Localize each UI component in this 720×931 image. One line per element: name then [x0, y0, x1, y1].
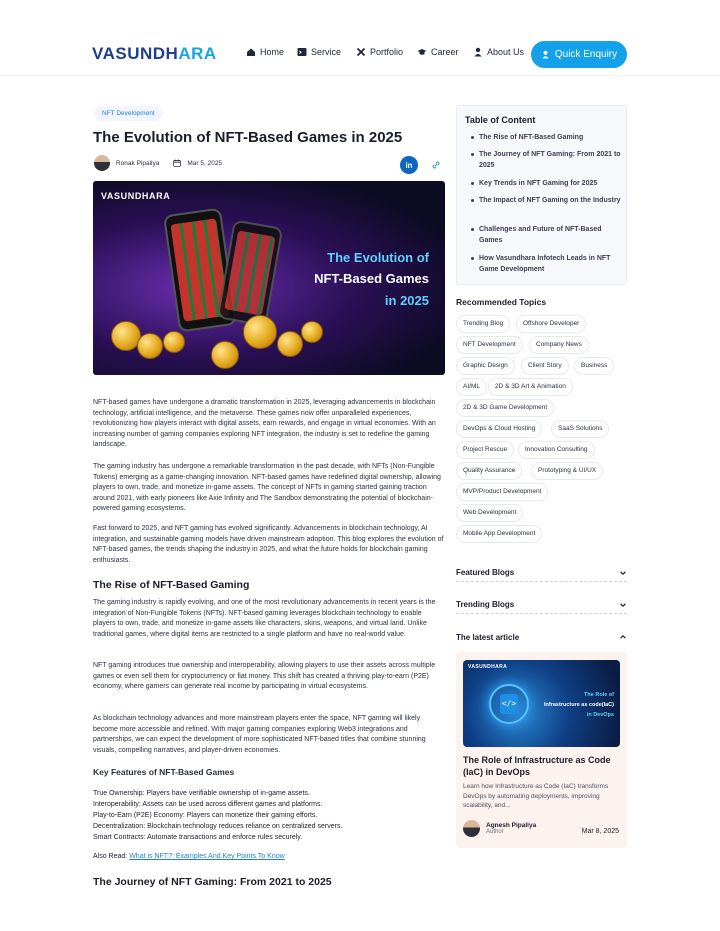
section-paragraph: The gaming industry is rapidly evolving, and one of the most revolutionary advancements in recent years is the integration of Non-Fungible Tokens (NFTs). NFT-based gaming leverages blockchain technology to enable players to own, trade, and monetize in-game assets like characters, skins, weapons, and virtual land. Unlike traditional games, where digital items are restricted to a single platform and have no real-world value.: [93, 599, 436, 638]
coin-graphic: [243, 315, 277, 349]
intro-paragraph: The gaming industry has undergone a remarkable transformation in the past decade, with NFTs (Non-Fungible Tokens) emerging as a game-changing innovation. NFT-based games have redefined digital ownership, allowing players to own, trade, and monetize in-game assets. The concept of NFTs in gaming started gaining traction around 2021, with early pioneers like Axie Infinity and The Sandbox demonstrating the potential of blockchain-powered gaming ecosystems.: [93, 463, 441, 512]
author-avatar: [463, 820, 480, 837]
latest-article-title[interactable]: The Role of Infrastructure as Code (IaC) in DevOps: [463, 755, 611, 777]
chevron-down-icon: [619, 569, 627, 577]
hero-image: [93, 181, 445, 375]
also-read: Also Read: What is NFT?: Examples And Key Points To Know: [93, 853, 285, 860]
latest-article-image: VASUNDHARA </> The Role of Infrastructure as code(IaC) in DevOps: [463, 660, 620, 747]
topic-chip[interactable]: SaaS Solutions: [551, 420, 609, 438]
topic-chip[interactable]: Business: [574, 357, 614, 375]
feature-item: True Ownership: Players have verifiable ownership of in-game assets.: [93, 790, 310, 797]
nav-home[interactable]: Home: [246, 47, 284, 57]
topic-chip[interactable]: Innovation Consulting: [518, 441, 595, 459]
section-heading: The Rise of NFT-Based Gaming: [93, 579, 250, 591]
author-name: Agnesh Pipaliya: [486, 822, 537, 829]
chevron-down-icon: [619, 601, 627, 609]
feature-item: Interoperability: Assets can be used across different games and platforms.: [93, 801, 323, 808]
intro-paragraph: NFT-based games have undergone a dramatic transformation in 2025, leveraging advancements in blockchain technology, artificial intelligence, and the metaverse. These games now offer unparalleled experiences, revolutionizing how players interact with digital assets, earn rewards, and engage in virtual economies. With an increasing number of gaming companies exploring NFT integration, the industry is set to redefine the gaming landscape.: [93, 399, 436, 448]
home-icon: [246, 47, 256, 57]
copy-link-button[interactable]: [427, 156, 445, 174]
toc-item[interactable]: How Vasundhara Infotech Leads in NFT Game Development: [471, 253, 621, 275]
toc-item[interactable]: The Rise of NFT-Based Gaming: [471, 132, 621, 143]
hero-title-line3: in 2025: [384, 293, 429, 308]
page-title: The Evolution of NFT-Based Games in 2025: [93, 129, 403, 146]
user-icon: [473, 47, 483, 57]
chevron-up-icon: [619, 633, 627, 641]
section-paragraph: As blockchain technology advances and more mainstream players enter the space, NFT gaming will likely become more accessible and refined. With major gaming companies exploring Web3 integrations and partnerships, we can expect the development of more sophisticated NFT-based titles that combine stunning visuals, compelling narratives, and player-driven economies.: [93, 715, 426, 754]
quick-enquiry-button[interactable]: Quick Enquiry: [531, 41, 627, 68]
topic-chip[interactable]: Trending Blog: [456, 315, 510, 333]
nav-service[interactable]: Service: [297, 47, 341, 57]
trending-blogs-toggle[interactable]: Trending Blogs: [456, 596, 627, 614]
user-icon: [541, 50, 550, 59]
topic-chip[interactable]: Prototyping & UI/UX: [531, 462, 603, 480]
coin-graphic: [163, 331, 185, 353]
topic-chip[interactable]: Quality Assurance: [456, 462, 522, 480]
category-badge[interactable]: NFT Development: [94, 106, 163, 121]
latest-article-excerpt: Learn how Infrastructure as Code (IaC) transforms DevOps by automating deployments, improving scalability, and...: [463, 783, 609, 809]
intro-paragraph: Fast forward to 2025, and NFT gaming has evolved significantly. Advancements in blockchain technology, AI integration, and sustainable gaming models have driven mainstream adoption. This blog explores the evolution of NFT-based games, the trends shaping the industry in 2025, and what the future holds for blockchain gaming enthusiasts.: [93, 525, 444, 564]
topic-chip[interactable]: Client Story: [521, 357, 569, 375]
tools-icon: [356, 47, 366, 57]
topic-chip[interactable]: Web Development: [456, 504, 523, 522]
author-avatar: [94, 155, 110, 171]
coin-graphic: [277, 331, 303, 357]
nav-about[interactable]: About Us: [473, 47, 524, 57]
featured-blogs-toggle[interactable]: Featured Blogs: [456, 564, 627, 582]
topic-chip[interactable]: Offshore Developer: [516, 315, 586, 333]
latest-article-card[interactable]: [456, 652, 627, 848]
site-header: [0, 0, 720, 76]
coin-graphic: [301, 321, 323, 343]
topic-chip[interactable]: Graphic Design: [456, 357, 515, 375]
hero-logo: VASUNDHARA: [101, 191, 171, 201]
latest-article-date: Mar 8, 2025: [581, 828, 619, 835]
coin-graphic: [211, 341, 239, 369]
subsection-heading: Key Features of NFT-Based Games: [93, 767, 235, 777]
section-heading: The Journey of NFT Gaming: From 2021 to 2025: [93, 876, 332, 888]
table-of-contents: [456, 105, 627, 285]
latest-article-toggle[interactable]: The latest article: [456, 628, 627, 646]
latest-article-author: [463, 820, 536, 837]
feature-item: Smart Contracts: Automate transactions and enforce rules securely.: [93, 834, 303, 841]
hero-title-line2: NFT-Based Games: [314, 271, 429, 286]
link-icon: [431, 160, 441, 170]
site-logo[interactable]: VASUNDHARA: [92, 44, 217, 63]
phone-graphic: [217, 219, 284, 326]
graduation-cap-icon: [417, 47, 427, 57]
topic-chip[interactable]: Mobile App Development: [456, 525, 542, 543]
terminal-icon: [297, 47, 307, 57]
calendar-icon: [173, 159, 181, 167]
nav-career[interactable]: Career: [417, 47, 459, 57]
linkedin-share-button[interactable]: in: [400, 156, 418, 174]
topic-chip[interactable]: AI/ML: [456, 378, 487, 396]
feature-item: Decentralization: Blockchain technology reduces reliance on centralized servers.: [93, 823, 343, 830]
toc-item[interactable]: Challenges and Future of NFT-Based Games: [471, 224, 621, 246]
toc-item[interactable]: The Journey of NFT Gaming: From 2021 to 2025: [471, 149, 621, 171]
publish-date: Mar 5, 2025: [187, 159, 223, 167]
topic-chip[interactable]: Company News: [529, 336, 589, 354]
topic-chip[interactable]: 2D & 3D Game Development: [456, 399, 554, 417]
toc-title: Table of Content: [465, 115, 536, 125]
topic-chip[interactable]: MVP/Product Development: [456, 483, 548, 501]
code-icon: </>: [489, 684, 529, 724]
coin-graphic: [137, 333, 163, 359]
section-paragraph: NFT gaming introduces true ownership and interoperability, allowing players to use their assets across multiple games or even sell them for cryptocurrency or fiat money. This shift has created a thriving play-to-earn (P2E) economy, where gamers can generate real income by participating in virtual ecosystems.: [93, 662, 436, 690]
author-role: Author: [486, 829, 504, 835]
author-name[interactable]: Ronak Pipaliya: [116, 159, 160, 167]
recommended-topics-title: Recommended Topics: [456, 297, 547, 307]
toc-item[interactable]: Key Trends in NFT Gaming for 2025: [471, 178, 621, 189]
topic-chip[interactable]: 2D & 3D Art & Animation: [488, 378, 573, 396]
toc-item[interactable]: The Impact of NFT Gaming on the Industry: [471, 195, 621, 206]
article-meta: [94, 155, 222, 171]
topic-chip[interactable]: DevOps & Cloud Hosting: [456, 420, 542, 438]
hero-title-line1: The Evolution of: [327, 250, 429, 265]
also-read-link[interactable]: What is NFT?: Examples And Key Points To Know: [129, 853, 285, 860]
topic-chip[interactable]: NFT Development: [456, 336, 523, 354]
nav-portfolio[interactable]: Portfolio: [356, 47, 403, 57]
topic-chip[interactable]: Project Rescue: [456, 441, 514, 459]
feature-item: Play-to-Earn (P2E) Economy: Players can monetize their gaming efforts.: [93, 812, 318, 819]
